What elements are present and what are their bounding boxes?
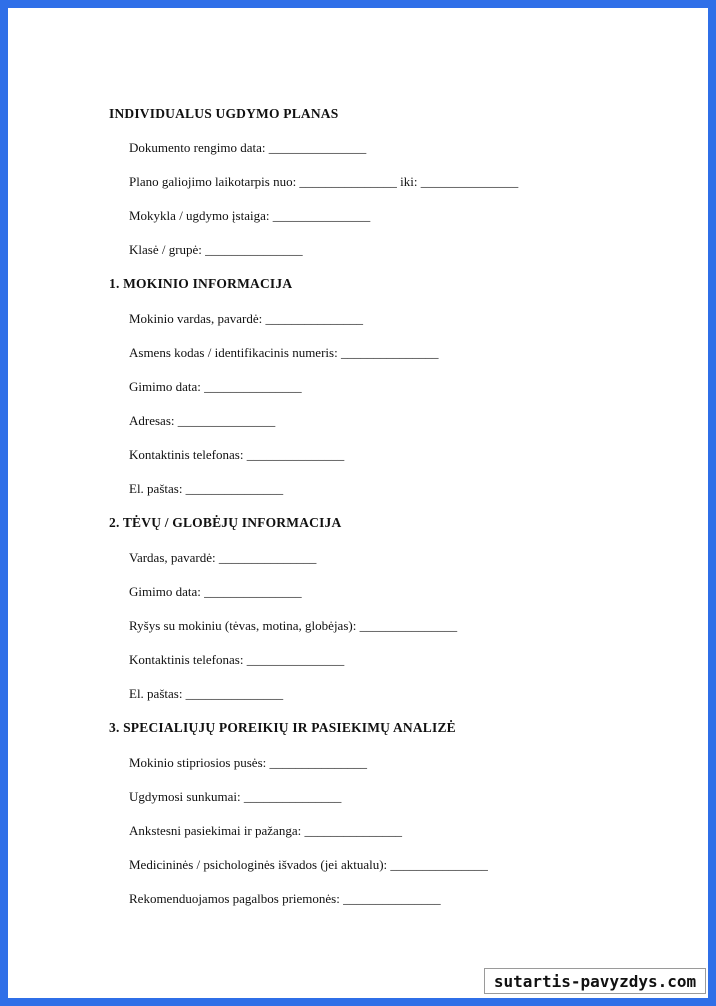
watermark-badge: sutartis-pavyzdys.com (484, 968, 706, 994)
field-previous-achievements: Ankstesni pasiekimai ir pažanga: _______________ (129, 823, 402, 838)
field-strengths: Mokinio stipriosios pusės: _______________ (129, 755, 367, 770)
field-parent-name: Vardas, pavardė: _______________ (129, 550, 317, 565)
field-class-group: Klasė / grupė: _______________ (129, 242, 303, 257)
document-title: INDIVIDUALUS UGDYMO PLANAS (109, 106, 339, 121)
field-difficulties: Ugdymosi sunkumai: _______________ (129, 789, 342, 804)
field-validity-period: Plano galiojimo laikotarpis nuo: _______________ iki: _______________ (129, 174, 519, 189)
field-document-date: Dokumento rengimo data: _______________ (129, 140, 367, 155)
field-medical-conclusions: Medicininės / psichologinės išvados (jei aktualu): _______________ (129, 857, 488, 872)
field-support-measures: Rekomenduojamos pagalbos priemonės: _______________ (129, 891, 441, 906)
field-student-name: Mokinio vardas, pavardė: _______________ (129, 311, 363, 326)
field-parent-birth-date: Gimimo data: _______________ (129, 584, 302, 599)
field-school: Mokykla / ugdymo įstaiga: _______________ (129, 208, 371, 223)
field-address: Adresas: _______________ (129, 413, 276, 428)
section-heading-student-info: 1. MOKINIO INFORMACIJA (109, 276, 293, 291)
document-page (8, 8, 708, 998)
field-phone: Kontaktinis telefonas: _______________ (129, 447, 345, 462)
section-heading-parents-info: 2. TĖVŲ / GLOBĖJŲ INFORMACIJA (109, 515, 342, 530)
field-relation: Ryšys su mokiniu (tėvas, motina, globėjas): _______________ (129, 618, 458, 633)
field-parent-phone: Kontaktinis telefonas: _______________ (129, 652, 345, 667)
field-personal-code: Asmens kodas / identifikacinis numeris: _______________ (129, 345, 439, 360)
section-heading-special-needs: 3. SPECIALIŲJŲ POREIKIŲ IR PASIEKIMŲ ANALIZĖ (109, 720, 456, 735)
field-parent-email: El. paštas: _______________ (129, 686, 284, 701)
document-content (109, 102, 648, 921)
field-birth-date: Gimimo data: _______________ (129, 379, 302, 394)
field-email: El. paštas: _______________ (129, 481, 284, 496)
